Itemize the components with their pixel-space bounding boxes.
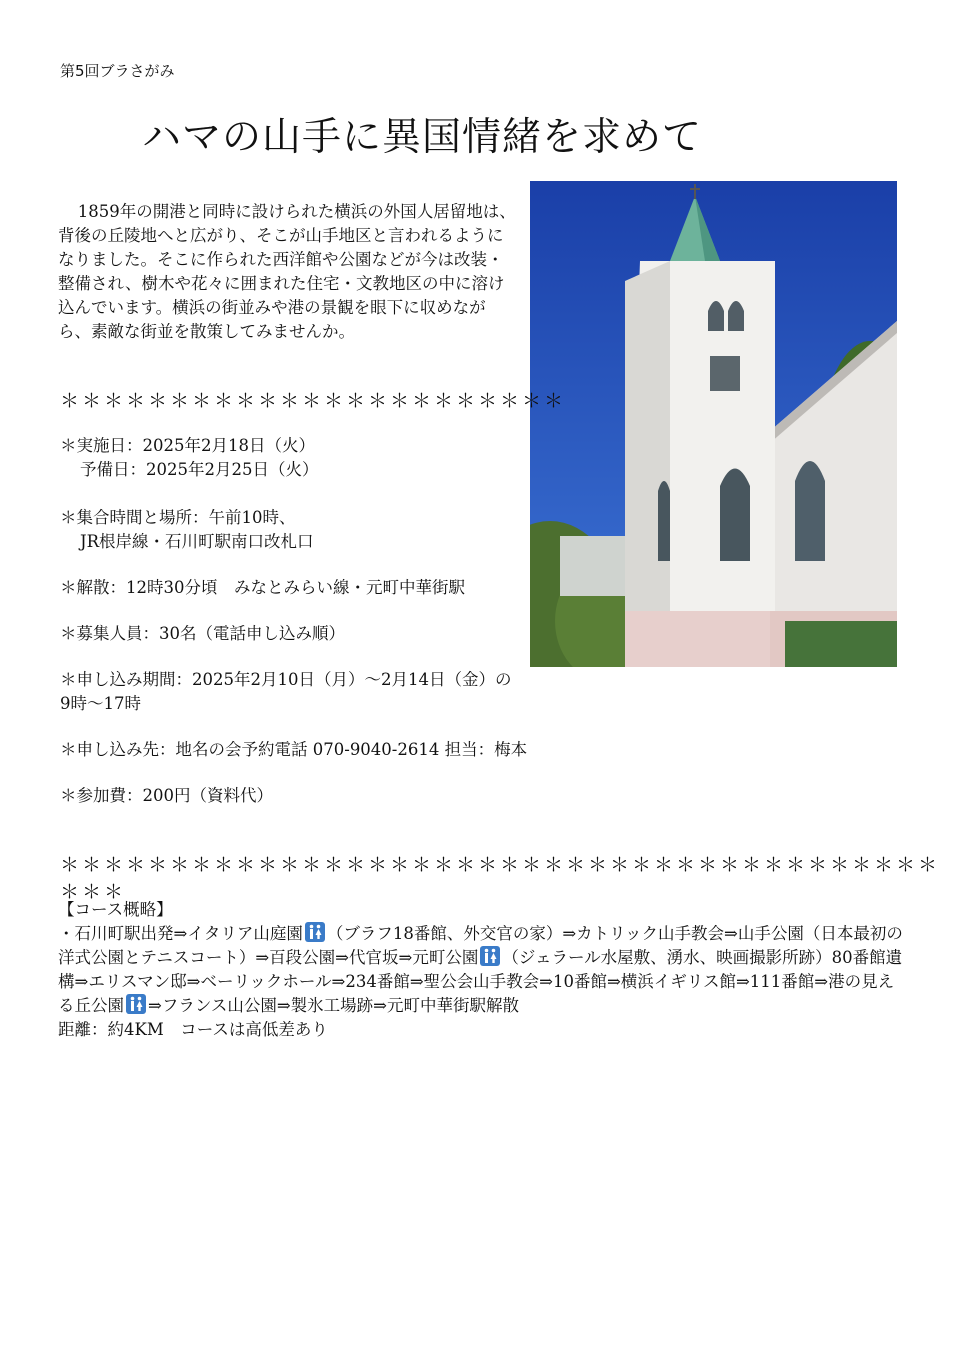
church-photo	[530, 181, 897, 667]
dismissal-info: ＊解散：12時30分頃 みなとみらい線・元町中華街駅	[60, 578, 465, 597]
application-period: ＊申し込み期間：2025年2月10日（月）～2月14日（金）の	[60, 670, 512, 689]
intro-paragraph: 1859年の開港と同時に設けられた横浜の外国人居留地は、背後の丘陵地へと広がり、そこが山手地区と言われるようになりました。そこに作られた西洋館や公園などが今は改装・整備され、樹木や花々に囲まれた住宅・文教地区の中に溶け込んでいます。横浜の街並みや港の景観を眼下に収めながら、素敵な街並を散策してみませんか。	[58, 202, 516, 341]
restroom-icon	[126, 994, 146, 1014]
course-distance: 距離：約4KM コースは高低差あり	[58, 1020, 328, 1039]
page-title: ハマの山手に異国情緒を求めて	[142, 115, 703, 160]
separator-long: ＊＊＊＊＊＊＊＊＊＊＊＊＊＊＊＊＊＊＊＊＊＊＊＊＊＊＊＊＊＊＊＊＊＊＊＊＊＊＊＊＊＊＊	[60, 854, 941, 903]
course-route-part4: ⇒フランス山公園⇒製氷工場跡⇒元町中華街駅解散	[148, 996, 519, 1015]
capacity-info: ＊募集人員：30名（電話申し込み順）	[60, 624, 345, 643]
contact-info: ＊申し込み先：地名の会予約電話 070-9040-2614 担当：梅本	[60, 740, 528, 759]
separator-short: ＊＊＊＊＊＊＊＊＊＊＊＊＊＊＊＊＊＊＊＊＊＊＊	[60, 390, 567, 412]
course-section	[58, 898, 908, 1042]
course-route-part2: （ブラフ18番館、外交官の家）⇒カトリック山手教会⇒山手公園（日本最初の洋式公園とテニスコート）⇒百段公園⇒代官坂⇒元町公園	[58, 924, 903, 967]
course-route-part3: （ジェラール水屋敷、湧水、映画撮影所跡）80番館遺構⇒エリスマン邸⇒ベーリックホール⇒234番館⇒聖公会山手教会⇒10番館⇒横浜イギリス館⇒111番館⇒港の見える丘公園	[58, 948, 903, 1015]
restroom-icon	[305, 922, 325, 942]
event-date: ＊実施日：2025年2月18日（火）	[60, 436, 315, 455]
course-route	[58, 922, 908, 1018]
course-route-part1: ・石川町駅出発⇒イタリア山庭園	[58, 924, 303, 943]
meeting-location: JR根岸線・石川町駅南口改札口	[80, 532, 314, 551]
restroom-icon	[480, 946, 500, 966]
series-label: 第5回ブラさがみ	[60, 62, 175, 80]
meeting-time-place: ＊集合時間と場所：午前10時、	[60, 508, 296, 527]
application-hours: 9時～17時	[60, 694, 141, 713]
backup-date: 予備日：2025年2月25日（火）	[80, 460, 319, 479]
course-heading: 【コース概略】	[58, 900, 173, 919]
fee-info: ＊参加費：200円（資料代）	[60, 786, 273, 805]
